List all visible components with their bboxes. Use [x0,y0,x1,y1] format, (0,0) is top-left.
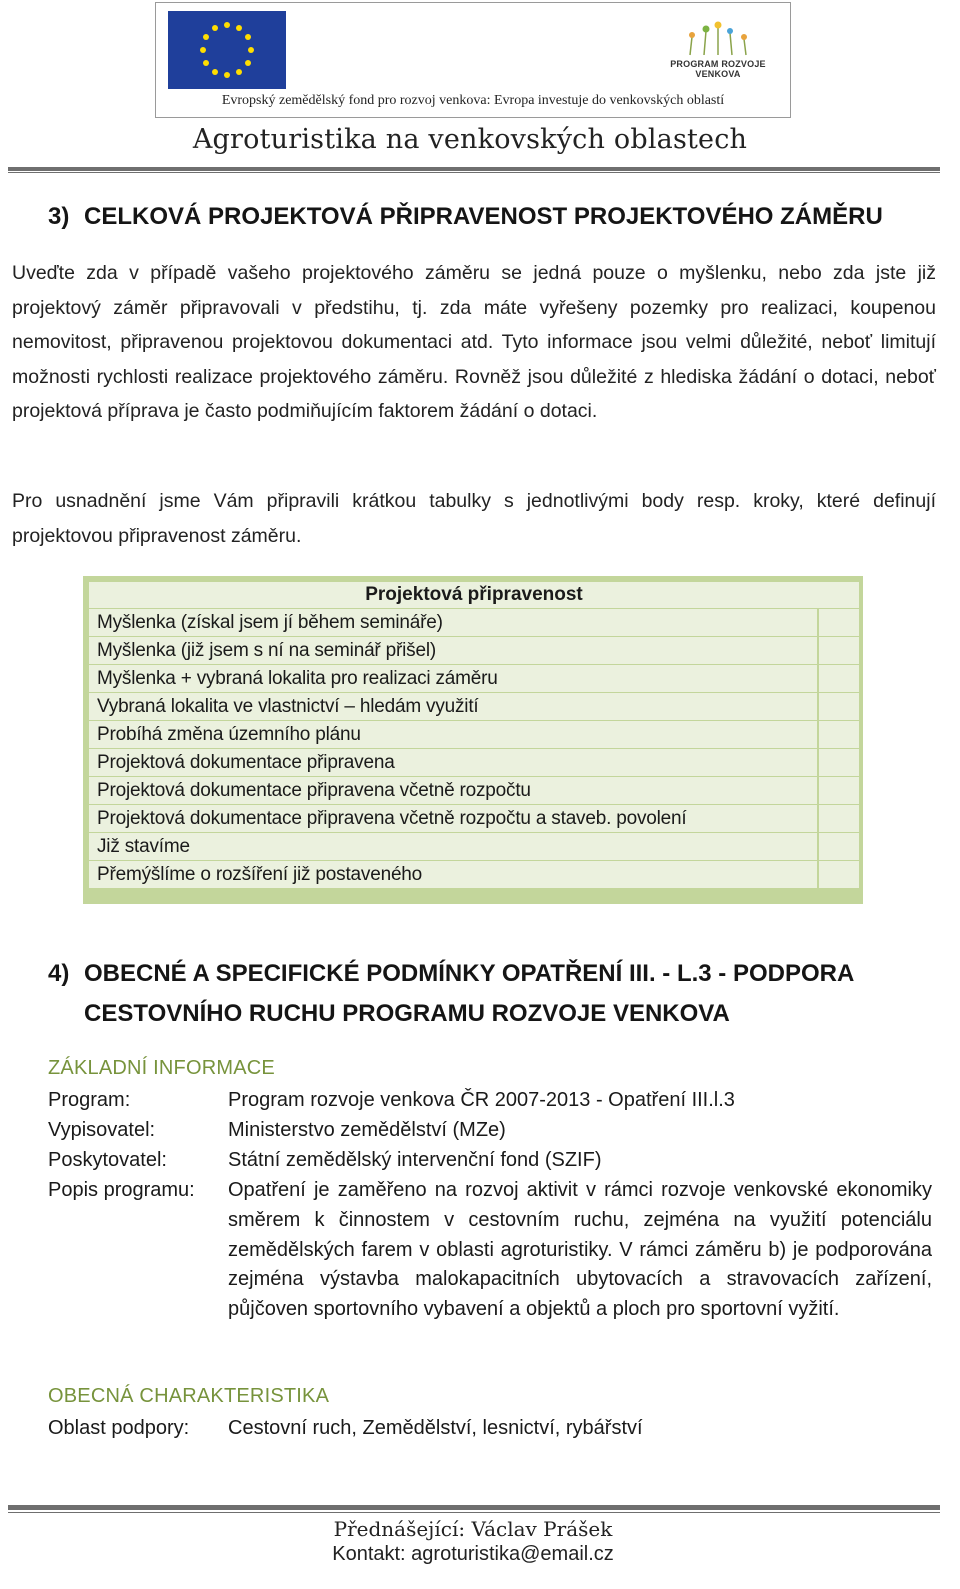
page-title: Agroturistika na venkovských oblastech [192,124,748,155]
checkbox-cell[interactable] [817,693,859,720]
section-3-paragraph-1: Uveďte zda v případě vašeho projektového záměru se jedná pouze o myšlenku, nebo zda jste již projektový záměr připravovali v předstihu, tj. zda máte vyřešeny pozemky pro realizaci, koupenou nemovitost, připravenou projektovou dokumentaci atd. Tyto informace jsou velmi důležité, neboť limitují možnosti rychlosti realizace projektového záměru. Rovněž jsou důležité z hlediska žádání o dotaci, neboť projektová příprava je často podmiňujícím faktorem žádání o dotaci. [12,262,936,423]
flowers-icon [680,17,760,57]
checkbox-cell[interactable] [817,749,859,776]
row-label: Myšlenka (získal jsem jí během semináře) [89,609,817,636]
announcer-label: Vypisovatel: [48,1119,156,1141]
description-label: Popis programu: [48,1179,195,1201]
support-area-value: Cestovní ruch, Zemědělství, lesnictví, rybářství [228,1417,643,1439]
checkbox-cell[interactable] [817,861,859,888]
section-3-paragraph-2: Pro usnadnění jsme Vám připravili krátkou tabulky s jednotlivými body resp. kroky, které definují projektovou připravenost záměru. [12,490,936,547]
provider-value: Státní zemědělský intervenční fond (SZIF) [228,1149,602,1171]
checkbox-cell[interactable] [817,777,859,804]
support-area-label: Oblast podpory: [48,1417,190,1439]
section-title: CELKOVÁ PROJEKTOVÁ PŘIPRAVENOST PROJEKTOVÉHO ZÁMĚRU [84,203,883,230]
row-label: Přemýšlíme o rozšíření již postaveného [89,861,817,888]
basic-info-heading: ZÁKLADNÍ INFORMACE [48,1057,275,1079]
general-characteristics-heading: OBECNÁ CHARAKTERISTIKA [48,1385,330,1407]
table-row [89,749,859,776]
description-value: Opatření je zaměřeno na rozvoj aktivit v rámci rozvoje venkovské ekonomiky směrem k činnostem v cestovním ruchu, zejména na využití potenciálu zemědělských farem v oblasti agroturistiky. V rámci záměru b) je podporována zejména výstavba malokapacitních ubytovacích a stravovacích zařízení, půjčoven sportovního vybavení a objektů a ploch pro sportovní vyžití. [228,1179,932,1321]
header-banner [155,2,791,118]
table-row [89,665,859,692]
table-row [89,693,859,720]
checkbox-cell[interactable] [817,609,859,636]
readiness-table [83,576,863,904]
footer-contact[interactable]: Kontakt: agroturistika@email.cz [332,1543,614,1565]
table-header: Projektová připravenost [89,582,859,608]
program-rozvoje-venkova-logo [658,13,778,87]
table-row [89,609,859,636]
checkbox-cell[interactable] [817,805,859,832]
section-number: 3) [48,203,70,230]
table-row [89,833,859,860]
table-row [89,861,859,888]
table-row [89,805,859,832]
footer-lecturer: Přednášející: Václav Prášek [333,1517,613,1541]
row-label: Myšlenka (již jsem s ní na seminář přišel) [89,637,817,664]
checkbox-cell[interactable] [817,665,859,692]
row-label: Myšlenka + vybraná lokalita pro realizaci záměru [89,665,817,692]
program-value: Program rozvoje venkova ČR 2007-2013 - Opatření III.l.3 [228,1089,735,1111]
row-label: Probíhá změna územního plánu [89,721,817,748]
program-label: Program: [48,1089,131,1111]
row-label: Vybraná lokalita ve vlastnictví – hledám využití [89,693,817,720]
section-title-line-2: CESTOVNÍHO RUCHU PROGRAMU ROZVOJE VENKOVA [84,1000,730,1027]
checkbox-cell[interactable] [817,637,859,664]
footer-rule-thin [8,1512,940,1513]
eu-flag-icon [168,11,286,89]
footer-rule [8,1505,940,1510]
table-row [89,777,859,804]
row-label: Již stavíme [89,833,817,860]
table-row [89,721,859,748]
header-rule-thin [8,172,940,173]
section-title-line-1: OBECNÉ A SPECIFICKÉ PODMÍNKY OPATŘENÍ III. - L.3 - PODPORA [84,960,855,987]
provider-label: Poskytovatel: [48,1149,167,1171]
section-3-heading [48,197,883,237]
banner-caption: Evropský zemědělský fond pro rozvoj venkova: Evropa investuje do venkovských oblastí [221,93,725,108]
row-label: Projektová dokumentace připravena včetně rozpočtu [89,777,817,804]
section-4-heading [48,954,854,1034]
checkbox-cell[interactable] [817,721,859,748]
announcer-value: Ministerstvo zemědělství (MZe) [228,1119,506,1141]
checkbox-cell[interactable] [817,833,859,860]
table-row [89,637,859,664]
logo-text: PROGRAM ROZVOJE VENKOVA [670,59,766,79]
row-label: Projektová dokumentace připravena [89,749,817,776]
header-rule [8,167,940,171]
section-number: 4) [48,960,70,987]
row-label: Projektová dokumentace připravena včetně rozpočtu a staveb. povolení [89,805,817,832]
